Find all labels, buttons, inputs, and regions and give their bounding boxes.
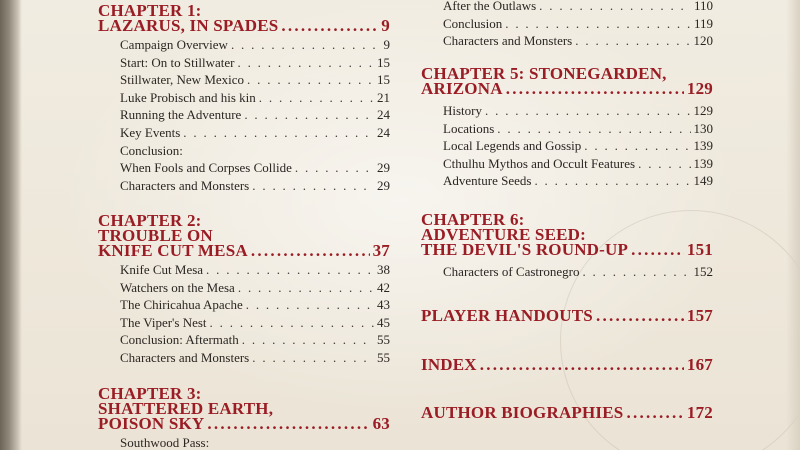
entry-label: Adventure Seeds: [443, 173, 532, 189]
toc-entry[interactable]: [421, 172, 713, 190]
dot-leader: [210, 314, 374, 332]
entry-label: Key Events: [120, 124, 181, 140]
entry-page-number: 24: [377, 124, 390, 140]
entry-label: Characters of Castronegro: [443, 264, 580, 279]
entry-page-number: 149: [693, 173, 713, 189]
dot-leader: [584, 137, 690, 155]
dot-leader: [539, 0, 691, 15]
toc-entry[interactable]: [421, 120, 713, 138]
entry-label: Running the Adventure: [120, 107, 242, 123]
entry-page-number: 45: [377, 314, 390, 330]
toc-entry[interactable]: [98, 106, 390, 124]
entry-page-number: 9: [383, 37, 390, 52]
chapter-heading-line: [421, 405, 713, 420]
dot-leader: [259, 89, 374, 107]
toc-entry[interactable]: [98, 349, 390, 367]
toc-entry[interactable]: [98, 279, 390, 297]
entry-label: Locations: [443, 120, 495, 136]
chapter-title: INDEX: [421, 355, 477, 374]
chapter-entries: [98, 36, 390, 194]
dot-leader: [485, 102, 691, 120]
entry-page-number: 38: [377, 262, 390, 277]
entry-label: Luke Probisch and his kin: [120, 89, 256, 105]
entry-page-number: 24: [377, 107, 390, 123]
toc-entry[interactable]: [98, 261, 390, 279]
toc-entry[interactable]: [98, 159, 390, 177]
toc-entry[interactable]: [98, 142, 390, 160]
entry-page-number: 55: [377, 332, 390, 348]
chapter-entries: [98, 261, 390, 367]
page-edge: [786, 0, 800, 450]
chapter-page-number: 167: [686, 355, 713, 374]
entry-page-number: 120: [693, 33, 713, 49]
entry-page-number: 15: [377, 72, 390, 88]
toc-entry[interactable]: [98, 434, 390, 450]
entry-label: After the Outlaws: [443, 0, 537, 13]
entry-label: Conclusion: [443, 15, 503, 31]
entry-label: Southwood Pass:: [120, 435, 210, 450]
dot-leader: [238, 279, 374, 297]
entry-page-number: 129: [693, 103, 713, 118]
dot-leader: [596, 308, 684, 323]
entry-page-number: 42: [377, 279, 390, 295]
entry-label: When Fools and Corpses Collide: [120, 160, 292, 176]
entry-page-number: 119: [693, 15, 713, 31]
entry-page-number: 130: [693, 120, 713, 136]
chapter-heading-line: [421, 357, 713, 372]
toc-entry[interactable]: [98, 71, 390, 89]
dot-leader: [582, 263, 690, 281]
chapter-heading: [421, 66, 713, 96]
entry-page-number: 139: [693, 138, 713, 154]
dot-leader: [252, 349, 374, 367]
chapter-page-number: 63: [372, 414, 390, 433]
dot-leader: [626, 405, 683, 420]
toc-chapter-4-continued: [421, 0, 713, 50]
chapter-title: ARIZONA: [421, 79, 503, 98]
dot-leader: [638, 155, 690, 173]
entry-page-number: 21: [377, 89, 390, 105]
chapter-heading-line: CHAPTER 1:: [98, 1, 202, 20]
chapter-heading: [421, 357, 713, 372]
dot-leader: [534, 172, 690, 190]
chapter-heading-line: [421, 242, 713, 257]
chapter-page-number: 37: [372, 241, 390, 260]
chapter-heading-line: CHAPTER 3:: [98, 384, 202, 403]
dot-leader: [206, 261, 374, 279]
toc-entry[interactable]: [98, 36, 390, 54]
toc-entry[interactable]: [421, 137, 713, 155]
dot-leader: [207, 416, 369, 431]
dot-leader: [281, 18, 378, 33]
entry-label: Characters and Monsters: [120, 349, 250, 365]
toc-entry[interactable]: [421, 263, 713, 281]
toc-index[interactable]: [421, 357, 713, 372]
toc-entry[interactable]: [421, 15, 713, 33]
toc-entry[interactable]: [98, 296, 390, 314]
chapter-page-number: 151: [686, 240, 713, 259]
chapter-heading: [98, 386, 390, 431]
toc-author-biographies[interactable]: [421, 405, 713, 420]
entry-label: The Viper's Nest: [120, 314, 207, 330]
dot-leader: [183, 124, 374, 142]
chapter-entries: [421, 102, 713, 190]
toc-entry[interactable]: [421, 102, 713, 120]
chapter-heading: [98, 3, 390, 33]
entry-page-number: 15: [377, 54, 390, 70]
chapter-title: POISON SKY: [98, 414, 205, 433]
chapter-heading-line: [98, 18, 390, 33]
dot-leader: [242, 331, 374, 349]
dot-leader: [505, 15, 691, 33]
entry-label: Stillwater, New Mexico: [120, 72, 245, 88]
entry-label: Characters and Monsters: [120, 177, 250, 193]
toc-entry[interactable]: [421, 32, 713, 50]
entry-label: Cthulhu Mythos and Occult Features: [443, 155, 636, 171]
entry-label: Campaign Overview: [120, 37, 228, 52]
dot-leader: [237, 54, 374, 72]
toc-entry[interactable]: [421, 0, 713, 15]
chapter-heading: [98, 213, 390, 258]
chapter-heading: [421, 405, 713, 420]
entry-label: Conclusion: Aftermath: [120, 332, 239, 348]
chapter-title: PLAYER HANDOUTS: [421, 306, 593, 325]
toc-chapter-3[interactable]: [98, 386, 390, 450]
toc-entry[interactable]: [421, 155, 713, 173]
entry-page-number: 110: [693, 0, 713, 13]
toc-entry[interactable]: [98, 54, 390, 72]
chapter-title: THE DEVIL'S ROUND-UP: [421, 240, 629, 259]
chapter-heading-line: CHAPTER 2:: [98, 211, 202, 230]
dot-leader: [247, 71, 374, 89]
chapter-heading-line: SHATTERED EARTH,: [98, 399, 274, 418]
chapter-heading: [421, 212, 713, 257]
entry-label: Watchers on the Mesa: [120, 279, 235, 295]
chapter-heading: [421, 308, 713, 323]
dot-leader: [244, 106, 374, 124]
chapter-heading-line: CHAPTER 5: STONEGARDEN,: [421, 64, 667, 83]
chapter-title: AUTHOR BIOGRAPHIES: [421, 403, 624, 422]
dot-leader: [575, 32, 690, 50]
entry-page-number: 43: [377, 297, 390, 313]
toc-entry[interactable]: [98, 89, 390, 107]
toc-chapter-1[interactable]: [98, 3, 390, 194]
entry-page-number: 29: [377, 177, 390, 193]
dot-leader: [497, 120, 690, 138]
dot-leader: [480, 357, 684, 372]
entry-label: Local Legends and Gossip: [443, 138, 582, 154]
page-gutter-shadow: [0, 0, 22, 450]
entry-label: History: [443, 103, 482, 118]
dot-leader: [246, 296, 374, 314]
dot-leader: [295, 159, 374, 177]
chapter-entries: [98, 434, 390, 450]
chapter-heading-line: [421, 81, 713, 96]
toc-entry[interactable]: [98, 177, 390, 195]
chapter-heading-line: [98, 416, 390, 431]
toc-chapter-5[interactable]: [421, 66, 713, 190]
entry-label: Conclusion:: [120, 142, 183, 158]
entry-page-number: 152: [693, 264, 713, 279]
toc-player-handouts[interactable]: [421, 308, 713, 323]
entry-label: Characters and Monsters: [443, 33, 573, 49]
dot-leader: [506, 81, 684, 96]
chapter-heading-line: CHAPTER 6:: [421, 210, 525, 229]
dot-leader: [631, 242, 684, 257]
entry-label: Knife Cut Mesa: [120, 262, 204, 277]
entry-page-number: 29: [377, 160, 390, 176]
chapter-title: LAZARUS, IN SPADES: [98, 16, 279, 35]
dot-leader: [231, 36, 381, 54]
chapter-heading-line: TROUBLE ON: [98, 226, 213, 245]
toc-entry[interactable]: [98, 314, 390, 332]
toc-entry[interactable]: [98, 331, 390, 349]
chapter-page-number: 172: [686, 403, 713, 422]
toc-chapter-6[interactable]: [421, 212, 713, 281]
chapter-heading-line: ADVENTURE SEED:: [421, 225, 586, 244]
entry-page-number: 139: [693, 155, 713, 171]
entry-page-number: 55: [377, 349, 390, 365]
entry-label: The Chiricahua Apache: [120, 297, 243, 313]
dot-leader: [251, 243, 370, 258]
chapter-page-number: 9: [381, 16, 390, 35]
toc-chapter-2[interactable]: [98, 213, 390, 367]
chapter-page-number: 157: [686, 306, 713, 325]
entry-label: Start: On to Stillwater: [120, 54, 235, 70]
dot-leader: [252, 177, 374, 195]
chapter-heading-line: [421, 308, 713, 323]
chapter-page-number: 129: [686, 79, 713, 98]
chapter-entries: [421, 0, 713, 50]
toc-entry[interactable]: [98, 124, 390, 142]
chapter-title: KNIFE CUT MESA: [98, 241, 248, 260]
chapter-entries: [421, 263, 713, 281]
chapter-heading-line: [98, 243, 390, 258]
